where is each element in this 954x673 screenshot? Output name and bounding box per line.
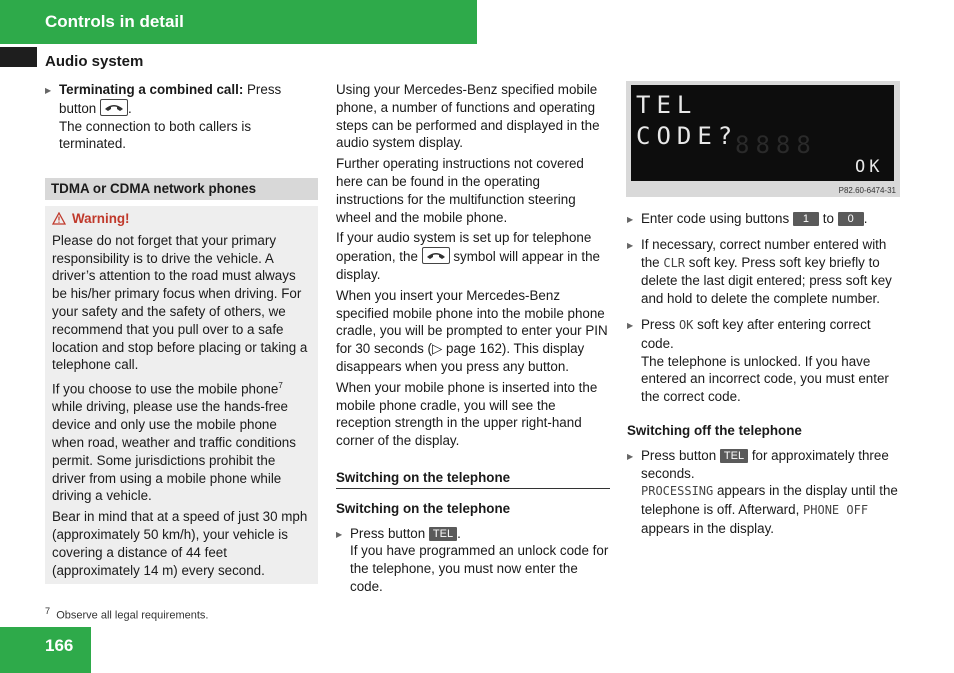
bullet-note: The connection to both callers is terminated. <box>59 118 252 152</box>
bullet-enter-code <box>627 210 901 228</box>
paragraph <box>336 229 610 283</box>
warning-paragraph <box>52 377 312 505</box>
key-1: 1 <box>793 212 819 226</box>
bullet-text: for approximately three seconds. <box>641 447 889 481</box>
warning-box <box>45 206 318 584</box>
display-line-code: CODE? <box>636 122 739 150</box>
section-title: Audio system <box>45 53 144 70</box>
display-line-tel: TEL <box>636 91 698 119</box>
bullet-text: Enter code using buttons <box>641 211 793 226</box>
bullet-text: If necessary, correct number entered with the <box>641 236 887 270</box>
bullet-note: If you have programmed an unlock code for the telephone, you must now enter the code. <box>350 543 609 594</box>
bullet-press-ok <box>627 316 901 406</box>
footnote-ref: 7 <box>278 381 283 391</box>
bullet-text: . <box>863 211 868 226</box>
switching-on-heading: Switching on the telephone <box>336 469 610 489</box>
bullet-note: The telephone is unlocked. If you have entered an incorrect code, you must enter the correct code. <box>641 353 889 405</box>
bullet-note <box>641 482 901 537</box>
paragraph: Further operating instructions not covered here can be found in the operating instructions for the multifunction steering wheel and the mobile phone. <box>336 156 584 225</box>
bullet-text: to <box>819 211 838 226</box>
warning-label: Warning! <box>72 210 130 226</box>
bullet-text: button <box>59 100 100 116</box>
bullet-press-tel <box>336 525 610 596</box>
paragraph: When you insert your Mercedes-Benz specified mobile phone into the mobile phone cradle, you will be prompted to enter your PIN for 30 seconds (▷ page 162). This display disappears when you press any button. <box>336 287 608 374</box>
warning-text: If you choose to use the mobile phone <box>52 381 279 397</box>
display-ghost-segments: 8888 <box>735 131 817 159</box>
display-screen <box>631 85 894 181</box>
image-code: P82.60-6474-31 <box>838 186 896 195</box>
bullet-text: . <box>457 525 461 541</box>
column-right <box>627 210 901 542</box>
tel-key: TEL <box>429 527 457 541</box>
ok-softkey-label: OK <box>678 317 694 332</box>
switching-on-subheading: Switching on the telephone <box>336 500 511 516</box>
bullet-note-text: appears in the display until the telephone is off. Afterward, <box>641 483 898 518</box>
paragraph: When your mobile phone is inserted into the mobile phone cradle, you will see the reception strength in the upper right-hand corner of the display. <box>336 379 598 449</box>
paragraph-text: symbol will appear in the display. <box>336 249 600 282</box>
clr-softkey-label: CLR <box>663 255 686 270</box>
page-number: 166 <box>45 636 74 655</box>
switching-off-subheading: Switching off the telephone <box>627 422 802 438</box>
bullet-correct-number <box>627 236 901 308</box>
paragraph-text: If your audio system is set up for telephone operation, the <box>336 230 592 265</box>
section-marker <box>0 47 37 67</box>
bullet-bold-label: Terminating a combined call: <box>59 82 244 97</box>
column-left <box>45 81 318 584</box>
bullet-text: . <box>127 100 132 116</box>
column-middle <box>336 81 610 600</box>
warning-paragraph: Bear in mind that at a speed of just 30 mph (approximately 50 km/h), your vehicle is covering a distance of 44 feet (approximately 14 m) every second. <box>52 509 308 578</box>
warning-text: while driving, please use the hands-free device and only use the mobile phone when road, weather and traffic conditions permit. Some jurisdictions prohibit the driver from using a mobile phone while driving a vehicle. <box>52 399 296 504</box>
display-image <box>626 81 900 197</box>
bullet-text: Press <box>641 316 679 332</box>
footnote <box>45 606 208 622</box>
bullet-text: Press button <box>641 447 720 463</box>
footnote-text: Observe all legal requirements. <box>56 609 209 622</box>
paragraph: Using your Mercedes-Benz specified mobile phone, a number of functions and operating steps can be performed and displayed in the audio system display. <box>336 82 600 151</box>
bullet-text: soft key after entering correct code. <box>641 316 871 351</box>
page-header-title: Controls in detail <box>45 12 184 31</box>
display-line-ok: OK <box>855 157 884 177</box>
bullet-text: Press button <box>350 525 429 541</box>
processing-label: PROCESSING <box>641 484 714 499</box>
bullet-text: Press <box>243 82 282 97</box>
phone-off-label: PHONE OFF <box>803 503 869 518</box>
bullet-terminate-call <box>45 81 318 153</box>
key-0: 0 <box>838 212 864 226</box>
warning-paragraph: Please do not forget that your primary responsibility is to drive the vehicle. A driver’s attention to the road must always be his/her primary focus when driving. For your safety and the safety of others, we recommend that you pull over to a safe location and stop before placing or taking a telephone call. <box>52 232 308 373</box>
bullet-note-text: appears in the display. <box>641 520 774 536</box>
network-phones-title: TDMA or CDMA network phones <box>45 178 318 200</box>
telephone-icon <box>422 247 450 264</box>
warning-triangle-icon <box>52 212 66 230</box>
footnote-number: 7 <box>45 606 51 616</box>
bullet-switch-off <box>627 447 901 538</box>
tel-key: TEL <box>720 449 748 463</box>
bullet-text: soft key. Press soft key briefly to delete the last digit entered; press soft key and hold to delete the complete number. <box>641 254 892 307</box>
end-call-icon <box>100 99 128 116</box>
warning-heading <box>52 210 312 230</box>
